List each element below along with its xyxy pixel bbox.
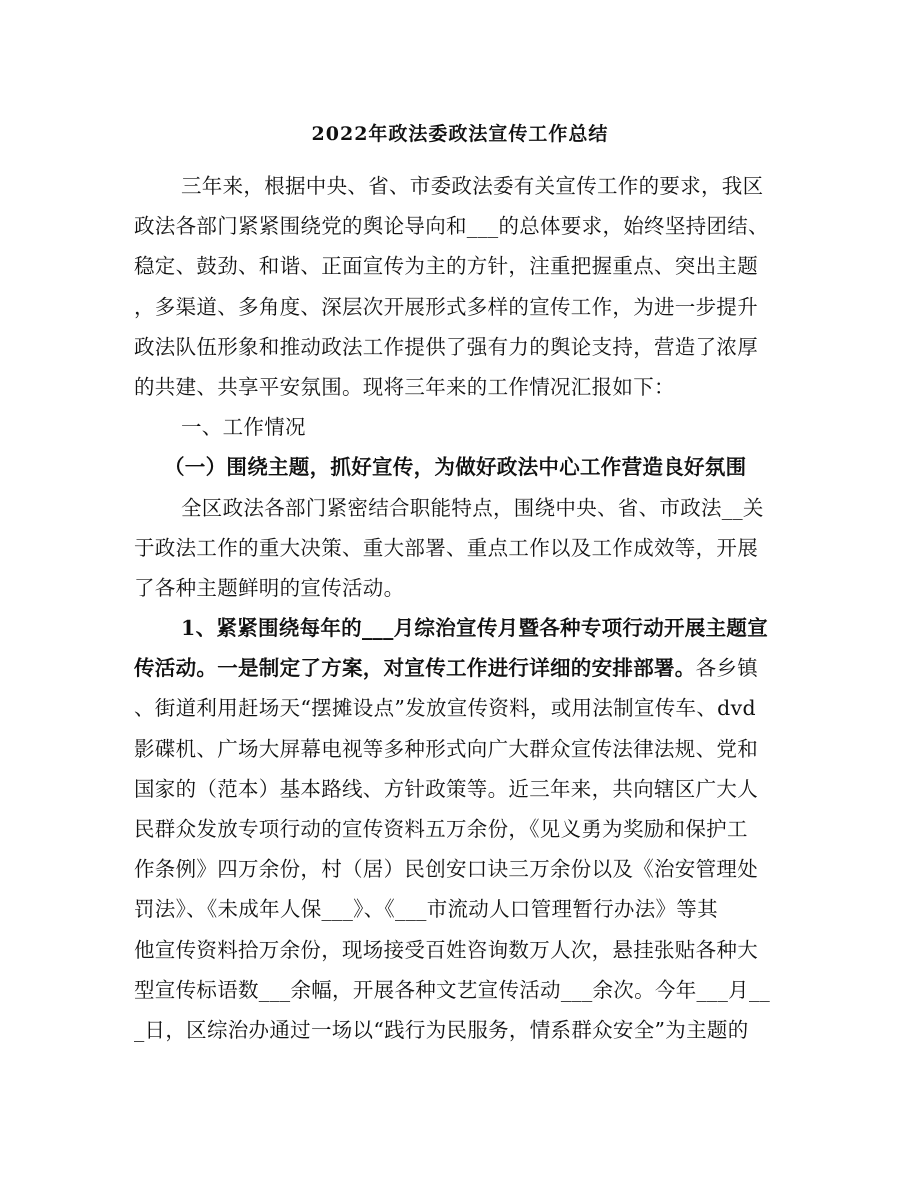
- paragraph-line: 三年来，根据中央、省、市委政法委有关宣传工作的要求，我区: [181, 174, 764, 198]
- paragraph-line: 他宣传资料拾万余份，现场接受百姓咨询数万人次，悬挂张贴各种大: [134, 937, 758, 962]
- paragraph-line: 了各种主题鲜明的宣传活动。: [134, 575, 405, 600]
- paragraph-line: 作条例》四万余份，村（居）民创安口诀三万余份以及《治安管理处: [134, 857, 758, 882]
- item-heading: 1、紧紧围绕每年的___月综治宣传月暨各种专项行动开展主题宣: [181, 616, 769, 641]
- paragraph-line: 影碟机、广场大屏幕电视等多种形式向广大群众宣传法律法规、党和: [134, 736, 758, 761]
- paragraph-line: ，多渠道、多角度、深层次开展形式多样的宣传工作，为进一步提升: [134, 294, 758, 319]
- paragraph-line: _日，区综治办通过一场以“践行为民服务，情系群众安全”为主题的: [134, 1017, 749, 1042]
- paragraph-line: 稳定、鼓劲、和谐、正面宣传为主的方针，注重把握重点、突出主题: [134, 254, 758, 279]
- paragraph-line: 于政法工作的重大决策、重大部署、重点工作以及工作成效等，开展: [134, 535, 758, 560]
- paragraph-line: 罚法》、《未成年人保___》、《___市流动人口管理暂行办法》等其: [134, 897, 718, 922]
- paragraph-line: 政法队伍形象和推动政法工作提供了强有力的舆论支持，营造了浓厚: [134, 334, 758, 359]
- paragraph-line: 、街道利用赶场天“摆摊设点”发放宣传资料，或用法制宣传车、dvd: [134, 696, 756, 721]
- document-title: 2022年政法委政法宣传工作总结: [311, 123, 609, 145]
- paragraph-line: 的共建、共享平安氛围。现将三年来的工作情况汇报如下：: [134, 374, 675, 399]
- paragraph-line: 政法各部门紧紧围绕党的舆论导向和___的总体要求，始终坚持团结、: [134, 214, 769, 239]
- paragraph-text: 各乡镇: [695, 656, 759, 681]
- paragraph-line: 民群众发放专项行动的宣传资料五万余份，《见义勇为奖励和保护工: [134, 817, 748, 841]
- paragraph-line: 型宣传标语数___余幅，开展各种文艺宣传活动___余次。今年___月__: [134, 977, 771, 1002]
- paragraph-line: 国家的（范本）基本路线、方针政策等。近三年来，共向辖区广大人: [134, 776, 758, 801]
- paragraph-line: [134, 648, 794, 688]
- item-heading-continued: 传活动。一是制定了方案，对宣传工作进行详细的安排部署。: [134, 656, 696, 681]
- section-heading: 一、工作情况: [181, 415, 306, 440]
- subsection-heading: （一）围绕主题，抓好宣传，为做好政法中心工作营造良好氛围: [164, 455, 747, 480]
- paragraph-line: 全区政法各部门紧密结合职能特点，围绕中央、省、市政法__关: [181, 495, 764, 520]
- document-body: [134, 166, 794, 1050]
